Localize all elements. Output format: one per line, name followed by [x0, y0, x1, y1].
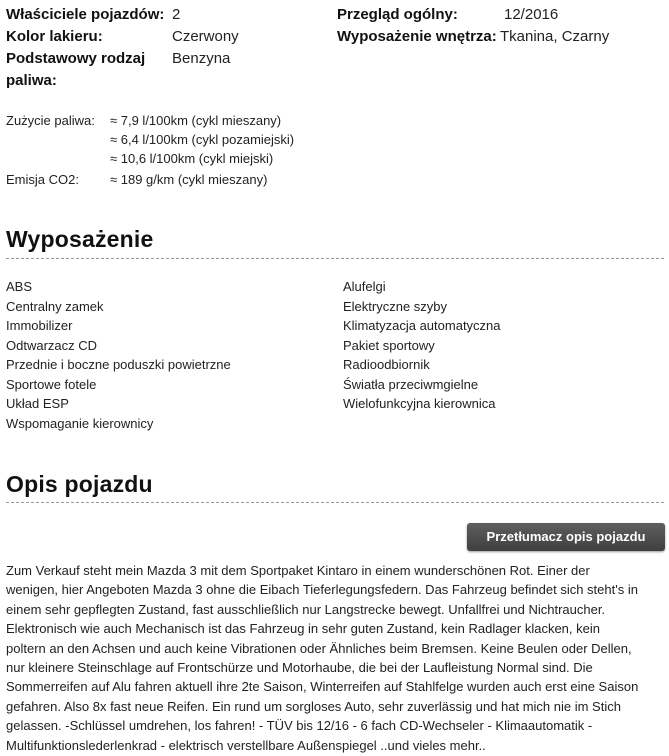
description-line: einem sehr gepflegten Zustand, fast ausschließlich nur Langstrecke bewegt. Unfallfrei und Nichtraucher. — [6, 601, 606, 617]
description-line: Zum Verkauf steht mein Mazda 3 mit dem Sportpaket Kintaro in einem wunderschönen Rot. Einer der — [6, 563, 590, 578]
consumption-urban: ≈ 10,6 l/100km (cykl miejski) — [110, 151, 274, 166]
description-title: Opis pojazdu — [6, 471, 153, 497]
consumption-extra-urban: ≈ 6,4 l/100km (cykl pozamiejski) — [110, 132, 295, 147]
equipment-item: Klimatyzacja automatyczna — [343, 318, 501, 333]
description-line: poltern an den Achsen und auch keine Vibrationen oder Ähnliches beim Bremsen. Keine Beulen oder Dellen, — [6, 640, 632, 656]
translate-description-button[interactable]: Przetłumacz opis pojazdu — [467, 523, 665, 551]
interior-value: Tkanina, Czarny — [500, 28, 610, 45]
equipment-item: Sportowe fotele — [6, 376, 97, 392]
consumption-label: Zużycie paliwa: — [6, 113, 95, 128]
description-line: Multifunktionslederlenkrad - elektrisch verstellbare Außenspiegel ..und vieles mehr.. — [6, 737, 486, 753]
equipment-list-right — [343, 277, 501, 414]
equipment-item: Wielofunkcyjna kierownica — [343, 396, 496, 411]
description-divider — [6, 502, 664, 503]
equipment-item: Centralny zamek — [6, 298, 104, 314]
equipment-item: Wspomaganie kierownicy — [6, 415, 154, 431]
co2-label: Emisja CO2: — [6, 172, 79, 187]
equipment-list-left — [6, 277, 231, 433]
equipment-item: Elektryczne szyby — [343, 298, 448, 314]
color-label: Kolor lakieru: — [6, 28, 103, 45]
owners-label: Właściciele pojazdów: — [6, 6, 165, 23]
equipment-item: Układ ESP — [6, 396, 69, 411]
inspection-label: Przegląd ogólny: — [337, 6, 458, 23]
equipment-item: Odtwarzacz CD — [6, 337, 98, 353]
equipment-item: Immobilizer — [6, 318, 73, 333]
equipment-item: ABS — [6, 279, 33, 294]
co2-value: ≈ 189 g/km (cykl mieszany) — [110, 172, 268, 187]
description-line: nur kleinere Steinschlage auf Frontschürze und Motorhaube, die bei der Laufleistung Normal sind. Die — [6, 660, 593, 676]
consumption-combined: ≈ 7,9 l/100km (cykl mieszany) — [110, 113, 282, 128]
equipment-divider — [6, 258, 664, 259]
description-line: Elektronisch wie auch Mechanisch ist das Fahrzeug in sehr guten Zustand, kein Radlager klacken, kein — [6, 621, 600, 637]
fuel-label-line1: Podstawowy rodzaj — [6, 50, 146, 67]
equipment-item: Przednie i boczne poduszki powietrzne — [6, 357, 231, 372]
description-line: gelassen. -Schlüssel umdrehen, los fahren! - TÜV bis 12/16 - 6 fach CD-Wechseler - Klimaautomatik - — [6, 718, 593, 734]
description-line: wenigen, hier Angeboten Mazda 3 ohne die Eibach Tieferlegungsfedern. Das Fahrzeug befindet sich steht's in — [6, 582, 638, 598]
description-line: Sommerreifen auf Alu fahren aktuell ihre 2te Saison, Winterreifen auf Stahlfelge wurden auch erst eine Saison — [6, 679, 639, 695]
equipment-item: Alufelgi — [343, 279, 386, 294]
fuel-value: Benzyna — [172, 50, 231, 67]
description-text — [6, 561, 668, 755]
interior-label: Wyposażenie wnętrza: — [337, 28, 497, 45]
inspection-value: 12/2016 — [504, 6, 559, 23]
equipment-item: Radioodbiornik — [343, 357, 430, 372]
equipment-item: Pakiet sportowy — [343, 337, 435, 353]
equipment-item: Światła przeciwmgielne — [343, 376, 479, 392]
description-line: gefahren. Also 8x fast neue Reifen. Ein rund um sorgloses Auto, sehr zuverlässig und hat mich nie im Stich — [6, 698, 621, 714]
fuel-label-line2: paliwa: — [6, 72, 57, 89]
equipment-title: Wyposażenie — [6, 226, 154, 252]
owners-value: 2 — [172, 6, 181, 23]
color-value: Czerwony — [172, 28, 239, 45]
